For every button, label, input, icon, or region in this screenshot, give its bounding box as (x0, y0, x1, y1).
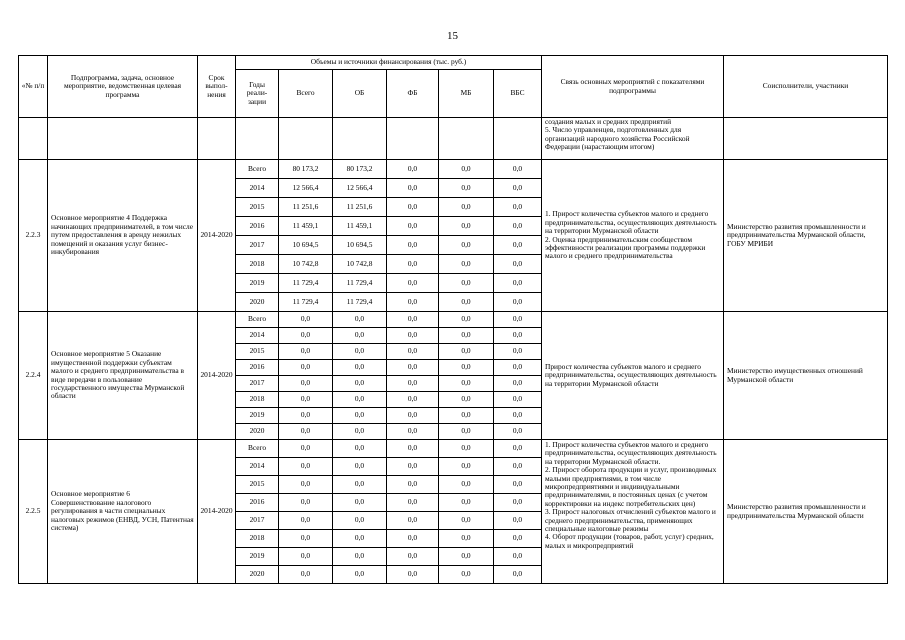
cell-vbs: 0,0 (494, 274, 542, 293)
cell-vbs: 0,0 (494, 312, 542, 328)
cell-mb: 0,0 (439, 160, 494, 179)
link-item: 2. Прирост оборота продукции и услуг, производимых малыми предприятиями, в том числе микропредприятиями и индивидуальными предпринимателями, в постоянных ценах (с учетом корректировки на индекс потребительских цен) (545, 465, 717, 508)
cell-mb: 0,0 (439, 530, 494, 548)
cell-ob: 0,0 (333, 344, 387, 360)
cell-vbs: 0,0 (494, 566, 542, 584)
cell-vbs: 0,0 (494, 328, 542, 344)
section-link (542, 312, 724, 440)
cell-vbs: 0,0 (494, 548, 542, 566)
cell-mb: 0,0 (439, 217, 494, 236)
cell-ob: 80 173,2 (333, 160, 387, 179)
table-row (19, 440, 888, 458)
cell-mb: 0,0 (439, 274, 494, 293)
cell-mb: 0,0 (439, 476, 494, 494)
cell-total: 0,0 (279, 440, 333, 458)
cell-ob: 12 566,4 (333, 179, 387, 198)
continuation-line: 5. Число управленцев, подготовленных для организаций народного хозяйства Российской Федерации (нарастающим итогом) (545, 125, 690, 152)
section-executors: Министерство имущественных отношений Мурманской области (724, 312, 888, 440)
cell-vbs: 0,0 (494, 198, 542, 217)
cell-fb: 0,0 (387, 344, 439, 360)
link-item: 4. Оборот продукции (товаров, работ, услуг) средних, малых и микропредприятий (545, 532, 714, 550)
cell-fb: 0,0 (387, 530, 439, 548)
cell-fb: 0,0 (387, 328, 439, 344)
cell-ob: 0,0 (333, 392, 387, 408)
cell-total: 0,0 (279, 566, 333, 584)
cell-year: Всего (236, 312, 279, 328)
header-num: «№ п/п (19, 56, 48, 118)
cell-mb: 0,0 (439, 408, 494, 424)
cell-fb: 0,0 (387, 236, 439, 255)
header-mb: МБ (439, 70, 494, 118)
cell-total: 0,0 (279, 344, 333, 360)
section-num: 2.2.3 (19, 160, 48, 312)
section-name: Основное мероприятие 5 Оказание имущественной поддержки субъектам малого и среднего предпринимательства в виде передачи в пользование государственного имущества Мурманской области (48, 312, 198, 440)
cell-ob: 10 742,8 (333, 255, 387, 274)
cell-ob: 11 729,4 (333, 293, 387, 312)
section-name: Основное мероприятие 4 Поддержка начинающих предпринимателей, в том числе путем предоставления в аренду нежилых помещений и оказания услуг бизнес-инкубирования (48, 160, 198, 312)
cell-mb: 0,0 (439, 494, 494, 512)
header-fb: ФБ (387, 70, 439, 118)
cell-ob: 10 694,5 (333, 236, 387, 255)
cell-ob: 11 459,1 (333, 217, 387, 236)
cell-fb: 0,0 (387, 360, 439, 376)
link-item: Прирост количества субъектов малого и среднего предпринимательства, осуществляющих деятельность на территории Мурманской области (545, 361, 717, 388)
header-ob: ОБ (333, 70, 387, 118)
cell-total: 0,0 (279, 312, 333, 328)
cell-total: 11 729,4 (279, 274, 333, 293)
cell-mb: 0,0 (439, 376, 494, 392)
cell-mb: 0,0 (439, 424, 494, 440)
cell-year: 2019 (236, 408, 279, 424)
header-deadline: Срок выпол-нения (198, 56, 236, 118)
cell-mb: 0,0 (439, 236, 494, 255)
cell-ob: 11 251,6 (333, 198, 387, 217)
cell-year: 2018 (236, 255, 279, 274)
link-item: 1. Прирост количества субъектов малого и среднего предпринимательства, осуществляющих деятельность на территории Мурманской области. (545, 440, 717, 466)
section-link (542, 160, 724, 312)
cell-mb: 0,0 (439, 179, 494, 198)
cell-fb: 0,0 (387, 312, 439, 328)
cell-year: 2016 (236, 217, 279, 236)
cell-year: 2020 (236, 293, 279, 312)
cell-mb: 0,0 (439, 293, 494, 312)
cell-vbs: 0,0 (494, 458, 542, 476)
cell-mb: 0,0 (439, 255, 494, 274)
cell-year: 2017 (236, 236, 279, 255)
cell-year: 2019 (236, 274, 279, 293)
header-years: Годы реали-зации (236, 70, 279, 118)
table-row (19, 160, 888, 179)
table-row (19, 312, 888, 328)
cell-total: 11 251,6 (279, 198, 333, 217)
cell-fb: 0,0 (387, 255, 439, 274)
section-deadline: 2014-2020 (198, 160, 236, 312)
cell-mb: 0,0 (439, 328, 494, 344)
cell-fb: 0,0 (387, 458, 439, 476)
cell-total: 0,0 (279, 494, 333, 512)
cell-total: 0,0 (279, 360, 333, 376)
cell-vbs: 0,0 (494, 360, 542, 376)
cell-fb: 0,0 (387, 198, 439, 217)
continuation-line: создания малых и средних предприятий (545, 117, 672, 126)
cell-fb: 0,0 (387, 494, 439, 512)
cell-year: 2016 (236, 494, 279, 512)
cell-vbs: 0,0 (494, 255, 542, 274)
cell-total: 10 694,5 (279, 236, 333, 255)
cell-year: 2018 (236, 530, 279, 548)
cell-vbs: 0,0 (494, 293, 542, 312)
cell-fb: 0,0 (387, 160, 439, 179)
cell-total: 11 729,4 (279, 293, 333, 312)
cell-total: 0,0 (279, 512, 333, 530)
link-item: 2. Оценка предпринимательским сообществом эффективности реализации программы поддержки малого и среднего предпринимательства (545, 234, 706, 261)
section-deadline: 2014-2020 (198, 312, 236, 440)
continuation-note (542, 118, 724, 160)
cell-vbs: 0,0 (494, 344, 542, 360)
cell-fb: 0,0 (387, 408, 439, 424)
cell-vbs: 0,0 (494, 408, 542, 424)
section-executors: Министерство развития промышленности и предпринимательства Мурманской области (724, 440, 888, 584)
cell-year: 2016 (236, 360, 279, 376)
cell-mb: 0,0 (439, 548, 494, 566)
cell-fb: 0,0 (387, 217, 439, 236)
continuation-row (19, 118, 888, 160)
cell-year: 2014 (236, 328, 279, 344)
cell-vbs: 0,0 (494, 494, 542, 512)
cell-ob: 0,0 (333, 530, 387, 548)
cell-total: 11 459,1 (279, 217, 333, 236)
cell-year: 2014 (236, 179, 279, 198)
cell-vbs: 0,0 (494, 160, 542, 179)
cell-mb: 0,0 (439, 458, 494, 476)
page-number: 15 (447, 30, 458, 42)
cell-vbs: 0,0 (494, 236, 542, 255)
header-program: Подпрограмма, задача, основное мероприятие, ведомственная целевая программа (48, 56, 198, 118)
cell-vbs: 0,0 (494, 217, 542, 236)
cell-fb: 0,0 (387, 392, 439, 408)
cell-year: 2015 (236, 344, 279, 360)
cell-year: Всего (236, 160, 279, 179)
cell-fb: 0,0 (387, 376, 439, 392)
cell-ob: 0,0 (333, 476, 387, 494)
cell-mb: 0,0 (439, 312, 494, 328)
section-num: 2.2.5 (19, 440, 48, 584)
cell-year: 2020 (236, 566, 279, 584)
header-link: Связь основных мероприятий с показателями подпрограммы (542, 56, 724, 118)
cell-mb: 0,0 (439, 392, 494, 408)
section-deadline: 2014-2020 (198, 440, 236, 584)
cell-ob: 0,0 (333, 512, 387, 530)
cell-fb: 0,0 (387, 274, 439, 293)
cell-ob: 0,0 (333, 566, 387, 584)
cell-mb: 0,0 (439, 512, 494, 530)
cell-mb: 0,0 (439, 198, 494, 217)
cell-ob: 0,0 (333, 408, 387, 424)
cell-ob: 11 729,4 (333, 274, 387, 293)
cell-total: 0,0 (279, 376, 333, 392)
cell-year: 2014 (236, 458, 279, 476)
cell-ob: 0,0 (333, 440, 387, 458)
cell-year: Всего (236, 440, 279, 458)
cell-fb: 0,0 (387, 440, 439, 458)
cell-fb: 0,0 (387, 548, 439, 566)
section-executors: Министерство развития промышленности и предпринимательства Мурманской области, ГОБУ МРИБИ (724, 160, 888, 312)
cell-vbs: 0,0 (494, 392, 542, 408)
cell-fb: 0,0 (387, 566, 439, 584)
cell-ob: 0,0 (333, 360, 387, 376)
cell-total: 0,0 (279, 392, 333, 408)
cell-ob: 0,0 (333, 312, 387, 328)
cell-total: 0,0 (279, 530, 333, 548)
cell-vbs: 0,0 (494, 179, 542, 198)
cell-year: 2020 (236, 424, 279, 440)
cell-total: 0,0 (279, 328, 333, 344)
financing-table (18, 55, 888, 584)
header-total: Всего (279, 70, 333, 118)
cell-mb: 0,0 (439, 344, 494, 360)
cell-ob: 0,0 (333, 494, 387, 512)
header-vbs: ВБС (494, 70, 542, 118)
cell-total: 0,0 (279, 548, 333, 566)
cell-vbs: 0,0 (494, 476, 542, 494)
cell-vbs: 0,0 (494, 376, 542, 392)
cell-year: 2017 (236, 376, 279, 392)
cell-mb: 0,0 (439, 566, 494, 584)
cell-total: 0,0 (279, 458, 333, 476)
cell-total: 0,0 (279, 424, 333, 440)
cell-vbs: 0,0 (494, 440, 542, 458)
section-name: Основное мероприятие 6 Совершенствование налогового регулирования в части специальных налоговых режимов (ЕНВД, УСН, Патентная система) (48, 440, 198, 584)
cell-fb: 0,0 (387, 293, 439, 312)
cell-year: 2015 (236, 476, 279, 494)
cell-fb: 0,0 (387, 476, 439, 494)
section-num: 2.2.4 (19, 312, 48, 440)
cell-ob: 0,0 (333, 328, 387, 344)
cell-total: 80 173,2 (279, 160, 333, 179)
cell-total: 0,0 (279, 476, 333, 494)
cell-ob: 0,0 (333, 548, 387, 566)
cell-fb: 0,0 (387, 424, 439, 440)
cell-year: 2018 (236, 392, 279, 408)
cell-year: 2017 (236, 512, 279, 530)
cell-vbs: 0,0 (494, 424, 542, 440)
header-finance-group: Объемы и источники финансирования (тыс. руб.) (236, 56, 542, 70)
cell-mb: 0,0 (439, 440, 494, 458)
link-item: 3. Прирост налоговых отчислений субъектов малого и среднего предпринимательства, применяющих специальные налоговые режимы (545, 507, 716, 534)
cell-vbs: 0,0 (494, 530, 542, 548)
cell-total: 12 566,4 (279, 179, 333, 198)
header-executors: Соисполнители, участники (724, 56, 888, 118)
cell-fb: 0,0 (387, 512, 439, 530)
cell-ob: 0,0 (333, 458, 387, 476)
cell-mb: 0,0 (439, 360, 494, 376)
cell-vbs: 0,0 (494, 512, 542, 530)
cell-fb: 0,0 (387, 179, 439, 198)
cell-year: 2019 (236, 548, 279, 566)
cell-total: 10 742,8 (279, 255, 333, 274)
section-link (542, 440, 724, 584)
cell-total: 0,0 (279, 408, 333, 424)
cell-year: 2015 (236, 198, 279, 217)
cell-ob: 0,0 (333, 376, 387, 392)
link-item: 1. Прирост количества субъектов малого и среднего предпринимательства, осуществляющих деятельность на территории Мурманской области (545, 209, 717, 236)
cell-ob: 0,0 (333, 424, 387, 440)
